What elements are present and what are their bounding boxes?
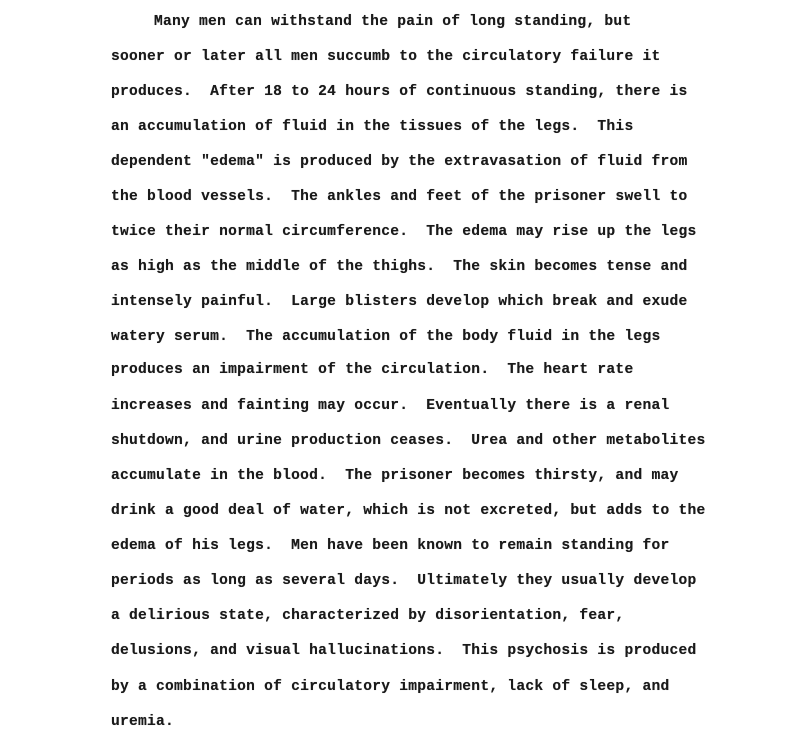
paragraph-line: the blood vessels. The ankles and feet of the prisoner swell to xyxy=(111,189,688,205)
paragraph-line: Many men can withstand the pain of long standing, but xyxy=(154,14,632,30)
paragraph-line: produces an impairment of the circulation. The heart rate xyxy=(111,362,634,378)
paragraph-line: edema of his legs. Men have been known to remain standing for xyxy=(111,538,670,554)
paragraph-line: sooner or later all men succumb to the circulatory failure it xyxy=(111,49,661,65)
paragraph-line: intensely painful. Large blisters develop which break and exude xyxy=(111,294,688,310)
paragraph-line: produces. After 18 to 24 hours of continuous standing, there is xyxy=(111,84,688,100)
paragraph-line: by a combination of circulatory impairment, lack of sleep, and xyxy=(111,679,670,695)
paragraph-line: delusions, and visual hallucinations. This psychosis is produced xyxy=(111,643,697,659)
paragraph-line: periods as long as several days. Ultimately they usually develop xyxy=(111,573,697,589)
paragraph-line: drink a good deal of water, which is not excreted, but adds to the xyxy=(111,503,706,519)
paragraph-line: a delirious state, characterized by disorientation, fear, xyxy=(111,608,625,624)
paragraph-line: watery serum. The accumulation of the body fluid in the legs xyxy=(111,329,661,345)
paragraph-line: increases and fainting may occur. Eventually there is a renal xyxy=(111,398,670,414)
paragraph-line: dependent "edema" is produced by the extravasation of fluid from xyxy=(111,154,688,170)
paragraph-line: uremia. xyxy=(111,714,175,730)
paragraph-line: as high as the middle of the thighs. The skin becomes tense and xyxy=(111,259,688,275)
paragraph-line: twice their normal circumference. The edema may rise up the legs xyxy=(111,224,697,240)
paragraph-line: an accumulation of fluid in the tissues of the legs. This xyxy=(111,119,634,135)
paragraph-line: shutdown, and urine production ceases. Urea and other metabolites xyxy=(111,433,706,449)
paragraph-line: accumulate in the blood. The prisoner becomes thirsty, and may xyxy=(111,468,679,484)
